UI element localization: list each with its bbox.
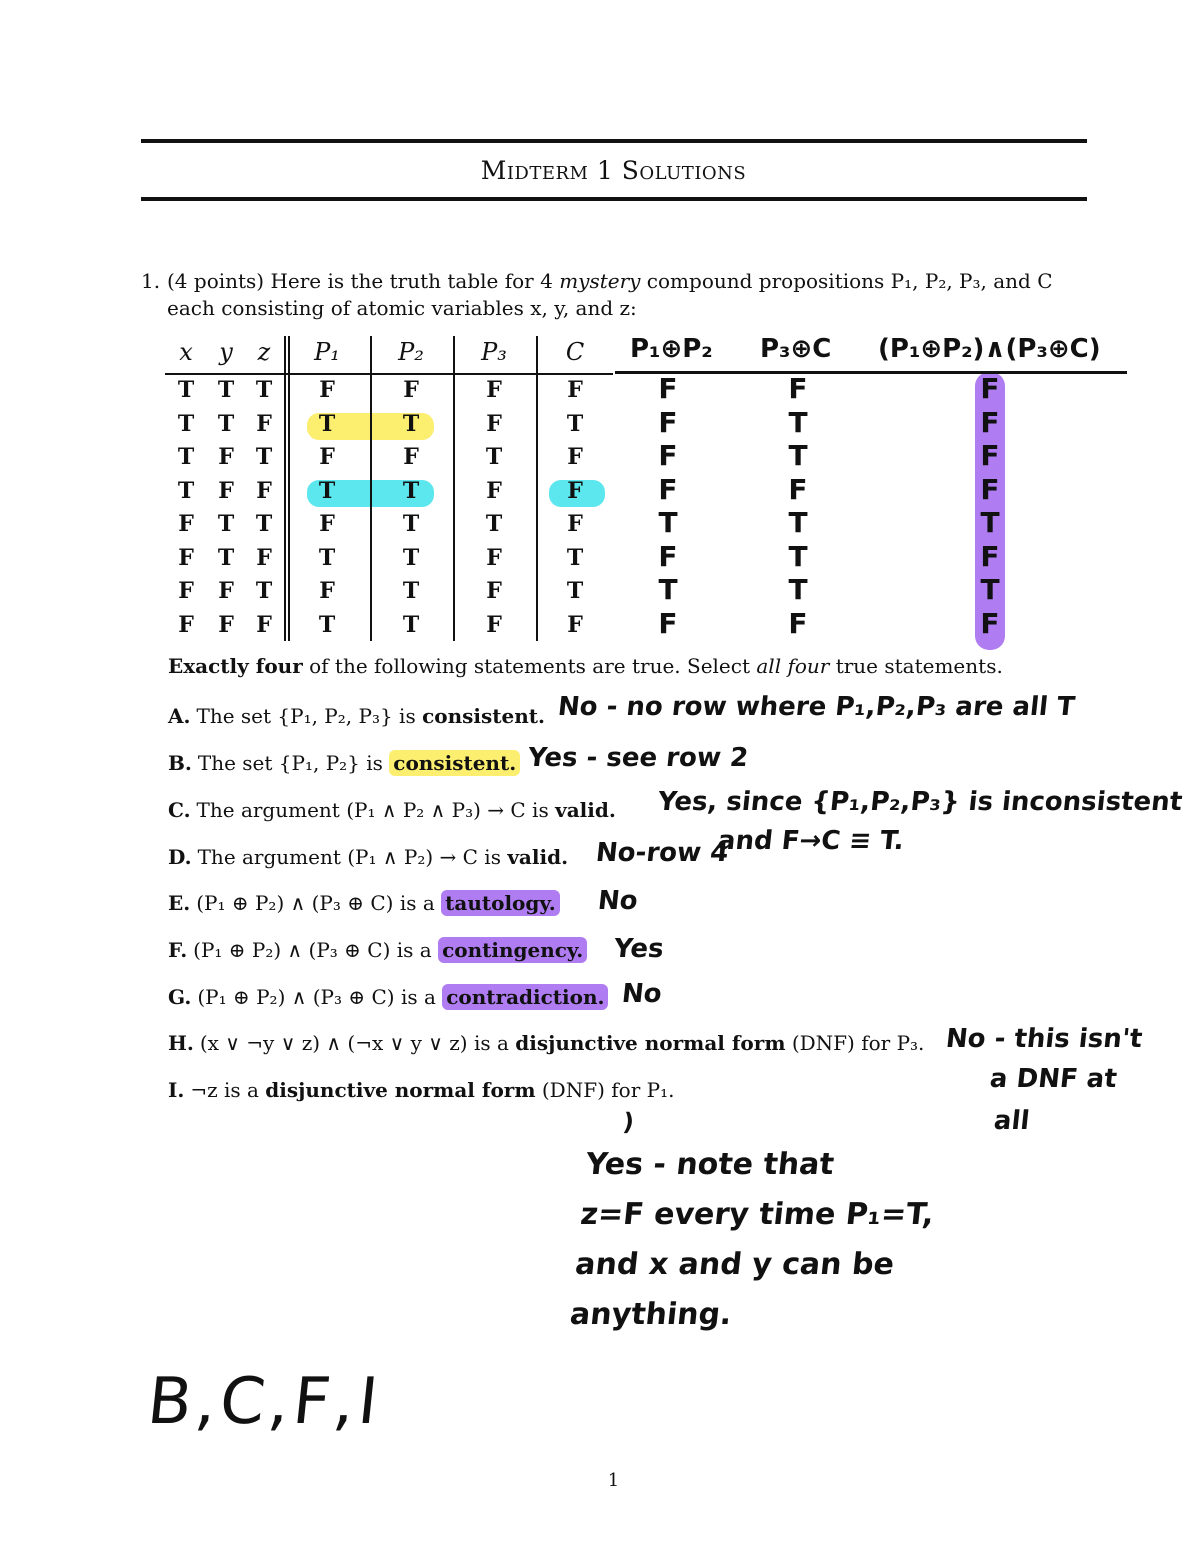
table-cell: F xyxy=(218,477,234,504)
statement-b xyxy=(168,751,520,775)
statement-letter: F. xyxy=(168,938,188,962)
statement-letter: E. xyxy=(168,891,191,915)
hand-cell: F xyxy=(980,539,1000,573)
table-cell: T xyxy=(255,578,273,604)
hand-header: P₃⊕C xyxy=(760,334,832,364)
statement-letter: D. xyxy=(168,845,192,869)
table-cell: F xyxy=(178,611,194,638)
hand-cell: T xyxy=(658,506,678,539)
statement-i xyxy=(168,1078,674,1102)
hand-cell: T xyxy=(980,506,1000,539)
note-tick: ) xyxy=(621,1108,636,1136)
handwritten-answer: No - this isn't xyxy=(944,1024,1144,1054)
statement-letter: B. xyxy=(168,751,192,775)
page-number: 1 xyxy=(607,1470,620,1491)
table-header-rule xyxy=(165,373,613,375)
statement-f xyxy=(168,938,587,962)
hand-header: (P₁⊕P₂)∧(P₃⊕C) xyxy=(878,334,1101,364)
table-cell: F xyxy=(256,611,272,638)
table-header: x xyxy=(179,338,193,366)
final-answer: B,C,F,I xyxy=(144,1365,386,1439)
table-cell: F xyxy=(403,444,419,470)
table-cell: F xyxy=(486,477,502,504)
hand-cell: F xyxy=(980,606,1000,640)
table-cell: F xyxy=(256,477,272,504)
table-cell: F xyxy=(218,611,234,638)
handwritten-answer: Yes, since {P₁,P₂,P₃} is inconsistent xyxy=(656,787,1184,817)
table-cell: T xyxy=(177,377,195,403)
table-cell: T xyxy=(318,611,336,638)
hand-cell: T xyxy=(788,539,808,573)
hand-cell: F xyxy=(980,472,1000,506)
note-I-line-1: Yes - note that xyxy=(584,1147,836,1182)
statement-text: The argument (P₁ ∧ P₂) → C is xyxy=(197,845,508,869)
table-cell: F xyxy=(319,578,335,604)
table-cell: T xyxy=(485,511,503,537)
statement-text: ¬z is a xyxy=(190,1078,266,1102)
table-cell: F xyxy=(403,377,419,403)
note-I-line-3: and x and y can be xyxy=(573,1247,896,1282)
instructions-text-a: of the following statements are true. Select xyxy=(302,654,757,678)
table-cell: T xyxy=(318,477,336,504)
table-cell: F xyxy=(218,578,234,604)
problem-number: 1. xyxy=(141,269,161,293)
statement-keyword: consistent. xyxy=(422,704,545,728)
table-double-rule-a xyxy=(284,336,286,641)
statement-keyword: contingency. xyxy=(438,937,587,963)
table-cell: T xyxy=(402,578,420,604)
table-cell: T xyxy=(255,377,273,403)
statement-e xyxy=(168,891,560,915)
table-cell: T xyxy=(566,578,584,604)
table-cell: T xyxy=(485,444,503,470)
statement-letter: G. xyxy=(168,985,192,1009)
hand-cell: F xyxy=(658,539,678,573)
hand-header: P₁⊕P₂ xyxy=(630,334,713,364)
instructions-emphasis: all four xyxy=(756,654,830,678)
statement-keyword: valid. xyxy=(507,845,569,869)
table-cell: F xyxy=(256,410,272,437)
intro-emphasis: mystery xyxy=(559,269,641,293)
table-cell: F xyxy=(486,578,502,604)
statement-text-tail: (DNF) for P₁. xyxy=(535,1078,675,1102)
hand-cell: T xyxy=(658,573,678,606)
table-cell: T xyxy=(566,410,584,437)
hand-cell: T xyxy=(788,439,808,472)
table-cell: T xyxy=(402,410,420,437)
statement-letter: A. xyxy=(168,704,191,728)
intro-text-a: (4 points) Here is the truth table for 4 xyxy=(167,269,560,293)
hand-cell: F xyxy=(980,439,1000,472)
handwritten-answer-cont2: all xyxy=(992,1106,1031,1136)
table-cell: F xyxy=(178,511,194,537)
hand-cell: T xyxy=(788,405,808,439)
hand-cell: F xyxy=(658,439,678,472)
table-cell: F xyxy=(256,544,272,571)
handwritten-answer: Yes xyxy=(612,934,666,964)
intro-text-b: compound propositions P₁, P₂, P₃, and C xyxy=(640,269,1053,293)
table-header: y xyxy=(219,338,233,366)
table-cell: T xyxy=(177,410,195,437)
statement-text: The set {P₁, P₂} is xyxy=(197,751,390,775)
statement-keyword: tautology. xyxy=(441,890,560,916)
hand-cell: F xyxy=(658,472,678,506)
statement-text: (P₁ ⊕ P₂) ∧ (P₃ ⊕ C) is a xyxy=(193,938,439,962)
table-cell: F xyxy=(486,410,502,437)
table-cell: F xyxy=(567,477,583,504)
statement-c xyxy=(168,798,616,822)
table-cell: F xyxy=(567,511,583,537)
table-col-rule xyxy=(370,336,372,641)
table-header: P₂ xyxy=(398,338,424,366)
statement-a xyxy=(168,704,545,728)
hand-rule xyxy=(615,371,1127,374)
statement-d xyxy=(168,845,568,869)
table-cell: F xyxy=(567,377,583,403)
statement-text: The set {P₁, P₂, P₃} is xyxy=(196,704,423,728)
hand-cell: F xyxy=(980,372,1000,405)
table-cell: T xyxy=(566,544,584,571)
hand-cell: T xyxy=(788,573,808,606)
hand-cell: F xyxy=(788,472,808,506)
page-title: Midterm 1 Solutions xyxy=(480,156,747,185)
statement-text-tail: (DNF) for P₃. xyxy=(785,1031,925,1055)
note-I xyxy=(567,1140,941,1340)
table-cell: F xyxy=(486,544,502,571)
table-cell: T xyxy=(402,544,420,571)
table-cell: F xyxy=(178,578,194,604)
handwritten-answer: No xyxy=(620,979,664,1009)
truth-table xyxy=(0,0,1200,660)
statement-g xyxy=(168,985,608,1009)
table-col-rule xyxy=(536,336,538,641)
instructions-text-b: true statements. xyxy=(829,654,1003,678)
statement-letter: I. xyxy=(168,1078,185,1102)
table-cell: T xyxy=(217,377,235,403)
table-cell: T xyxy=(177,477,195,504)
table-cell: T xyxy=(318,544,336,571)
hand-cell: F xyxy=(788,606,808,640)
hand-cell: F xyxy=(658,372,678,405)
table-header: P₃ xyxy=(481,338,507,366)
handwritten-answer: No xyxy=(596,886,640,916)
statement-text: (P₁ ⊕ P₂) ∧ (P₃ ⊕ C) is a xyxy=(197,985,443,1009)
table-cell: T xyxy=(217,410,235,437)
table-cell: F xyxy=(319,511,335,537)
table-cell: F xyxy=(218,444,234,470)
note-I-line-2: z=F every time P₁=T, xyxy=(578,1197,936,1232)
statement-text: The argument (P₁ ∧ P₂ ∧ P₃) → C is xyxy=(196,798,556,822)
table-cell: F xyxy=(567,444,583,470)
table-cell: F xyxy=(486,377,502,403)
handwritten-answer: Yes - see row 2 xyxy=(526,743,750,773)
table-cell: F xyxy=(178,544,194,571)
hand-cell: F xyxy=(980,405,1000,439)
table-cell: F xyxy=(486,611,502,638)
table-header: C xyxy=(565,338,585,366)
statement-keyword: disjunctive normal form xyxy=(515,1031,786,1055)
statement-keyword: disjunctive normal form xyxy=(265,1078,536,1102)
table-cell: T xyxy=(217,544,235,571)
handwritten-answer: No - no row where P₁,P₂,P₃ are all T xyxy=(556,692,1077,722)
table-cell: T xyxy=(255,444,273,470)
instructions xyxy=(168,654,1003,678)
table-cell: F xyxy=(567,611,583,638)
statement-text: (x ∨ ¬y ∨ z) ∧ (¬x ∨ y ∨ z) is a xyxy=(199,1031,516,1055)
table-col-rule xyxy=(453,336,455,641)
instructions-bold: Exactly four xyxy=(168,654,303,678)
statement-h xyxy=(168,1031,924,1055)
table-cell: T xyxy=(177,444,195,470)
table-cell: T xyxy=(402,511,420,537)
table-cell: T xyxy=(255,511,273,537)
table-cell: T xyxy=(318,410,336,437)
table-cell: F xyxy=(319,444,335,470)
handwritten-answer-cont: a DNF at xyxy=(988,1064,1119,1094)
hand-cell: T xyxy=(980,573,1000,606)
hand-cell: F xyxy=(788,372,808,405)
handwritten-answer: No-row 4 xyxy=(594,838,730,868)
hand-cell: F xyxy=(658,606,678,640)
table-cell: T xyxy=(402,611,420,638)
table-cell: T xyxy=(217,511,235,537)
statement-letter: C. xyxy=(168,798,191,822)
table-cell: F xyxy=(319,377,335,403)
hand-cell: T xyxy=(788,506,808,539)
table-header: z xyxy=(257,338,271,366)
problem-line-2: each consisting of atomic variables x, y, and z: xyxy=(167,296,637,320)
hand-cell: F xyxy=(658,405,678,439)
table-cell: T xyxy=(402,477,420,504)
statement-keyword: contradiction. xyxy=(442,984,608,1010)
table-header: P₁ xyxy=(314,338,340,366)
statement-letter: H. xyxy=(168,1031,194,1055)
table-double-rule-b xyxy=(288,336,290,641)
statement-text: (P₁ ⊕ P₂) ∧ (P₃ ⊕ C) is a xyxy=(196,891,442,915)
handwritten-answer-cont: and F→C ≡ T. xyxy=(716,826,906,856)
note-I-line-4: anything. xyxy=(568,1297,734,1332)
statement-keyword: valid. xyxy=(555,798,616,822)
statement-keyword: consistent. xyxy=(389,750,520,776)
